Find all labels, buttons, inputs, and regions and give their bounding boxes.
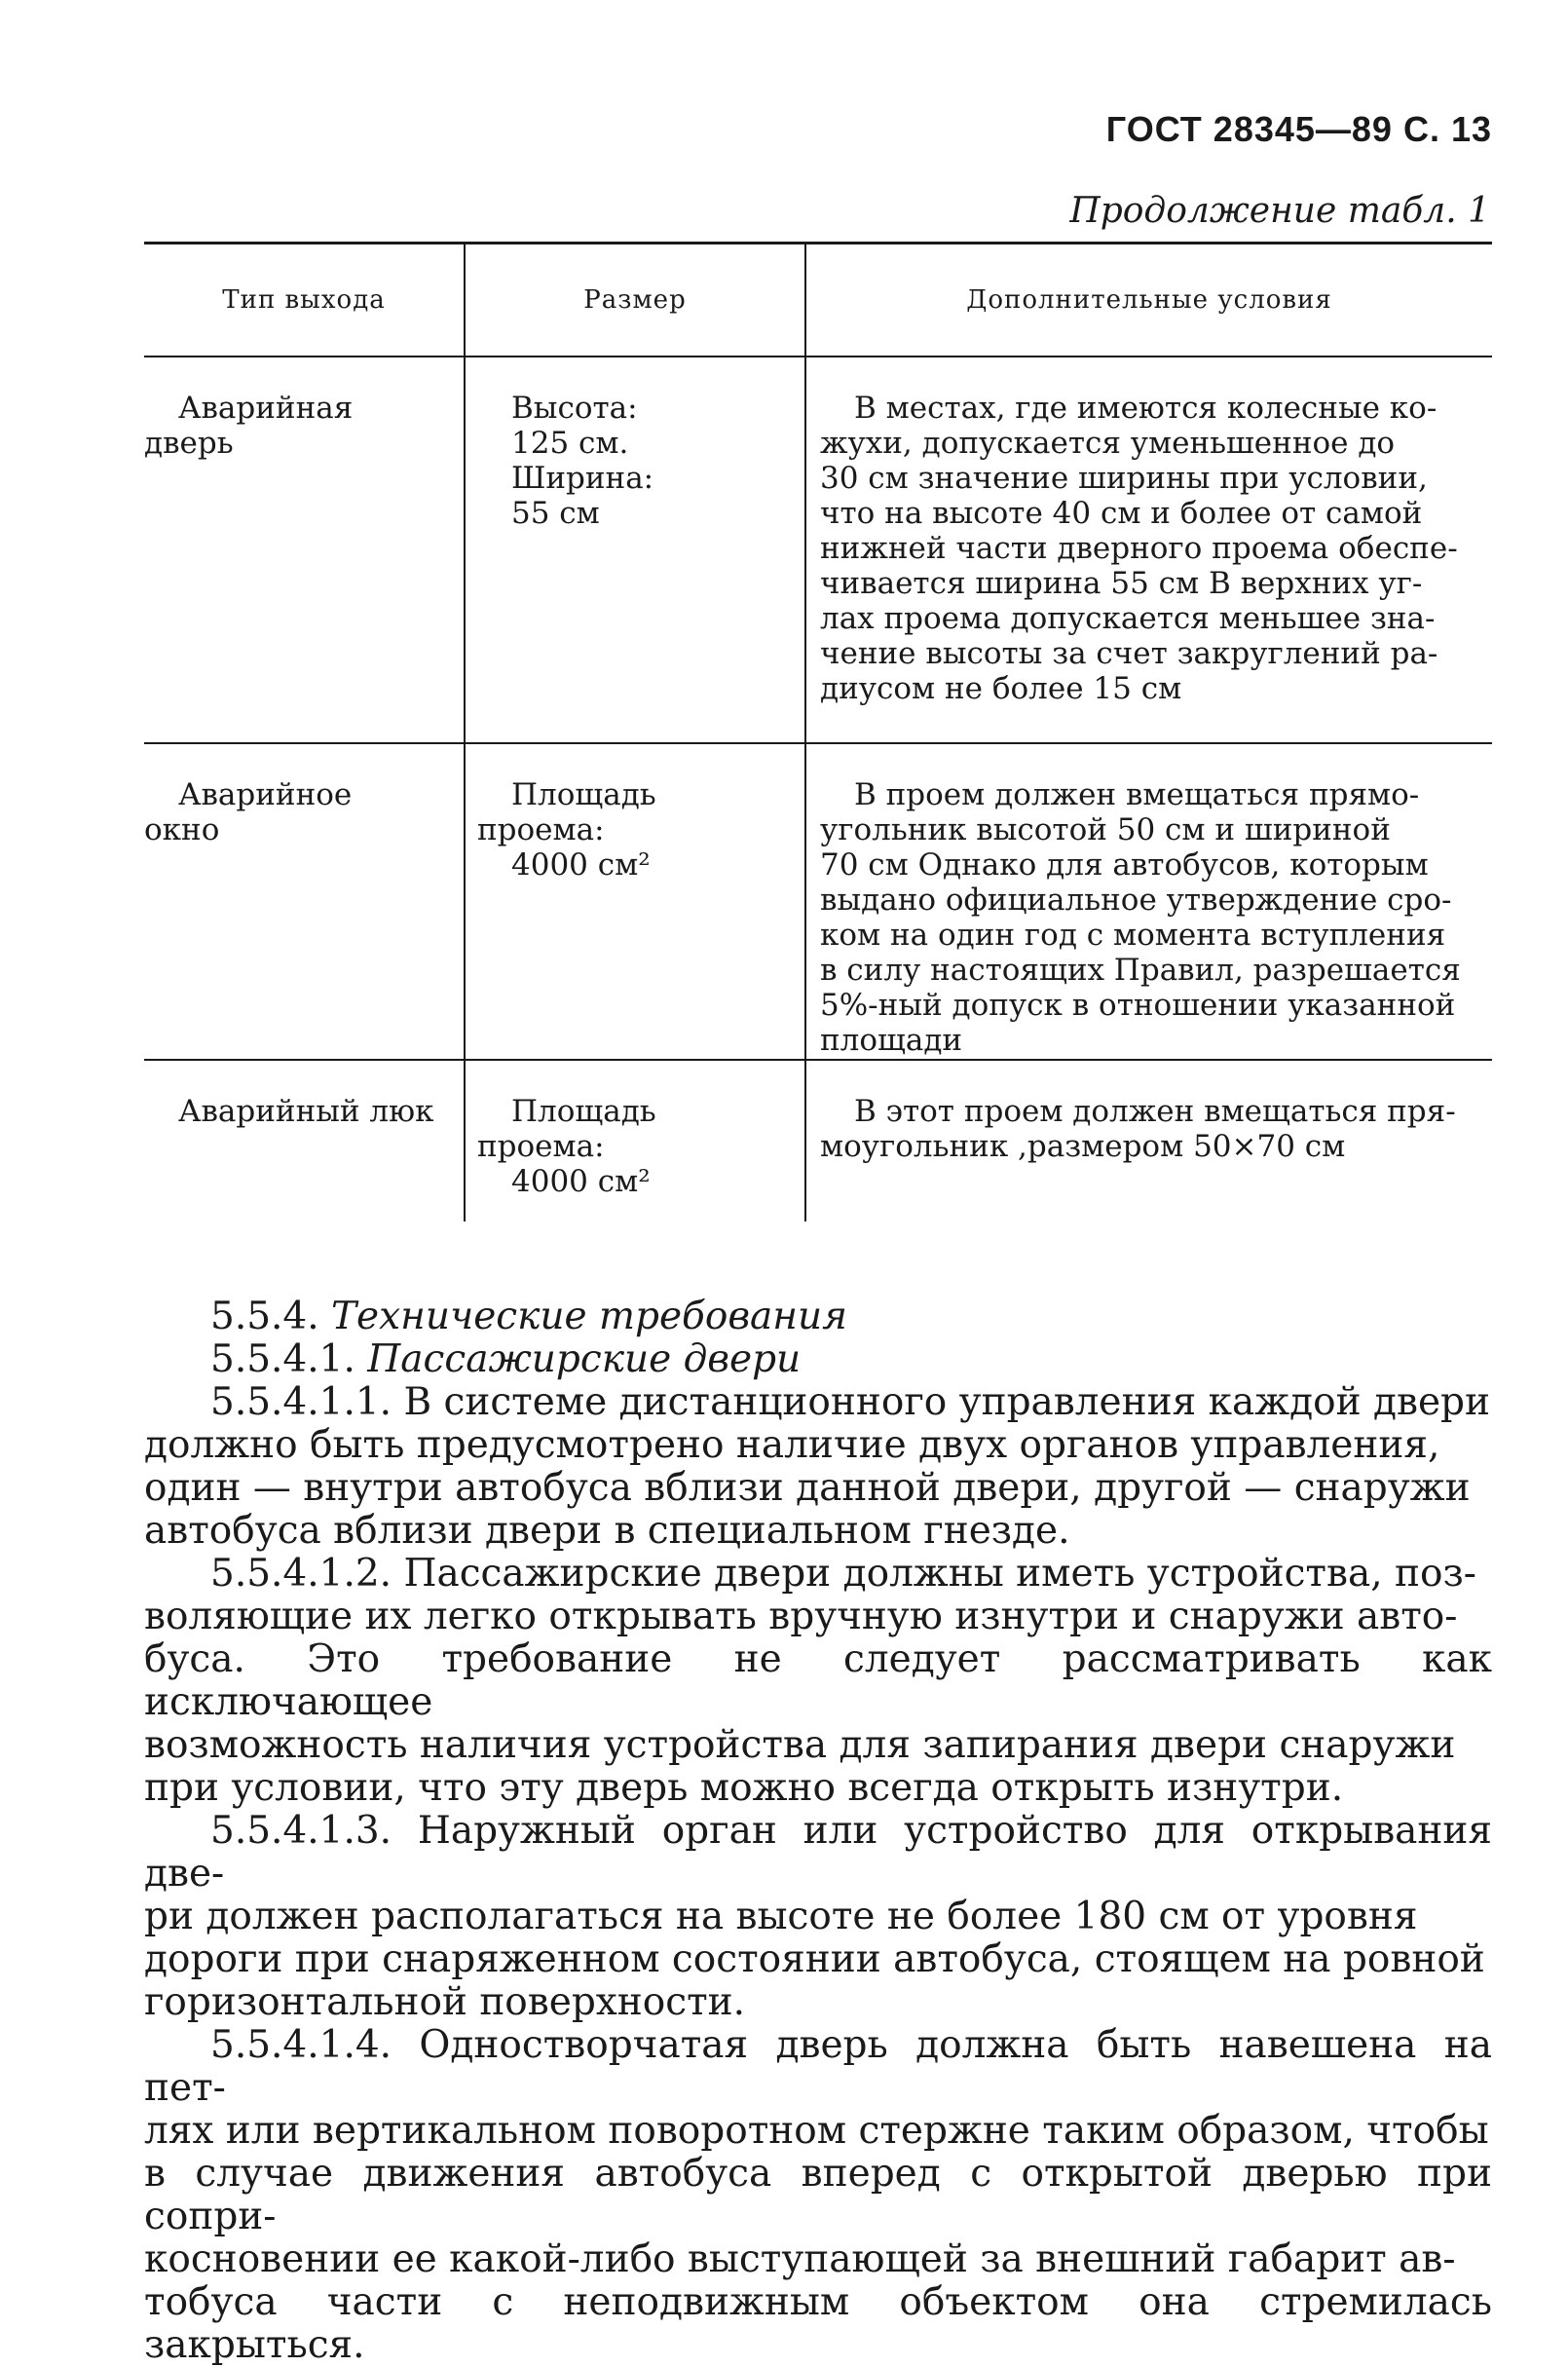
cell-line: В этот проем должен вмещаться пря- xyxy=(854,1094,1456,1129)
text-line: должно быть предусмотрено наличие двух органов управления, xyxy=(144,1423,1440,1467)
paragraph-5-5-4-1-2 xyxy=(144,1553,1492,1810)
cell-size xyxy=(465,357,805,743)
cell-conditions xyxy=(805,357,1492,743)
cell-line: 30 см значение ширины при условии, xyxy=(820,461,1428,496)
column-header-conditions: Дополнительные условия xyxy=(805,244,1492,357)
body-text xyxy=(144,1296,1492,2367)
text-line: воляющие их легко открывать вручную изнутри и снаружи авто- xyxy=(144,1595,1458,1638)
table-row-emergency-door xyxy=(144,357,1492,743)
paragraph-5-5-4-1-3 xyxy=(144,1810,1492,2024)
section-heading-passenger-doors xyxy=(144,1338,1492,1381)
text-line: 5.5.4.1.3. Наружный орган или устройство для открывания две- xyxy=(144,1809,1492,1896)
table-caption: Продолжение табл. 1 xyxy=(1069,191,1490,231)
section-title: Пассажирские двери xyxy=(367,1337,802,1381)
text-line: при условии, что эту дверь можно всегда открыть изнутри. xyxy=(144,1766,1344,1810)
text-line: один — внутри автобуса вблизи данной двери, другой — снаружи xyxy=(144,1466,1471,1510)
cell-line: моугольник ,размером 50×70 см xyxy=(820,1129,1346,1164)
cell-line: 4000 см² xyxy=(511,847,651,883)
cell-line: 5%-ный допуск в отношении указанной xyxy=(820,988,1456,1023)
conditions-text xyxy=(820,391,1492,706)
section-number: 5.5.4. xyxy=(210,1295,319,1338)
cell-line: что на высоте 40 см и более от самой xyxy=(820,496,1423,531)
cell-line: нижней части дверного проема обеспе- xyxy=(820,531,1458,566)
cell-exit-type xyxy=(144,743,465,1060)
section-heading-technical-requirements xyxy=(144,1296,1492,1338)
cell-line: Ширина: xyxy=(511,461,654,496)
cell-line: Площадь xyxy=(511,777,656,812)
cell-line: выдано официальное утверждение сро- xyxy=(820,883,1452,918)
conditions-text xyxy=(820,777,1492,1058)
paragraph-5-5-4-1-1 xyxy=(144,1381,1492,1553)
cell-line: Площадь xyxy=(511,1094,656,1129)
cell-conditions xyxy=(805,743,1492,1060)
column-header-size: Размер xyxy=(465,244,805,357)
section-title: Технические требования xyxy=(331,1295,847,1338)
text-line: 5.5.4.1.1. В системе дистанционного управления каждой двери xyxy=(210,1380,1491,1424)
cell-size xyxy=(465,1060,805,1221)
cell-size xyxy=(465,743,805,1060)
text-line: горизонтальной поверхности. xyxy=(144,1980,746,2024)
page-header: ГОСТ 28345—89 С. 13 xyxy=(1105,109,1492,149)
cell-line: площади xyxy=(820,1023,963,1058)
text-line: буса. Это требование не следует рассматривать как исключающее xyxy=(144,1637,1492,1724)
cell-line: 4000 см² xyxy=(511,1164,651,1199)
text-line: автобуса вблизи двери в специальном гнезде. xyxy=(144,1509,1070,1553)
cell-line: Аварийная xyxy=(178,391,354,426)
cell-line: 125 см. xyxy=(511,426,629,461)
paragraph-5-5-4-1-4 xyxy=(144,2024,1492,2367)
cell-line: В местах, где имеются колесные ко- xyxy=(854,391,1437,426)
text-line: возможность наличия устройства для запирания двери снаружи xyxy=(144,1723,1456,1767)
text-line: дороги при снаряженном состоянии автобуса, стоящем на ровной xyxy=(144,1937,1485,1981)
cell-line: Аварийный люк xyxy=(178,1094,434,1129)
table-row-emergency-hatch xyxy=(144,1060,1492,1221)
cell-exit-type xyxy=(144,1060,465,1221)
cell-line: дверь xyxy=(144,426,234,461)
text-line: косновении ее какой-либо выступающей за внешний габарит ав- xyxy=(144,2237,1456,2281)
text-line: лях или вертикальном поворотном стержне таким образом, чтобы xyxy=(144,2109,1489,2153)
text-line: 5.5.4.1.2. Пассажирские двери должны иметь устройства, поз- xyxy=(210,1552,1476,1596)
cell-line: диусом не более 15 см xyxy=(820,671,1182,706)
section-number: 5.5.4.1. xyxy=(210,1337,355,1381)
cell-line: окно xyxy=(144,812,220,847)
table-header-row xyxy=(144,244,1492,357)
cell-line: в силу настоящих Правил, разрешается xyxy=(820,953,1461,988)
cell-line: проема: xyxy=(477,812,605,847)
cell-line: 55 см xyxy=(511,496,600,531)
text-line: в случае движения автобуса вперед с открытой дверью при сопри- xyxy=(144,2152,1492,2238)
text-line: тобуса части с неподвижным объектом она стремилась закрыться. xyxy=(144,2280,1492,2367)
text-line: ри должен располагаться на высоте не более 180 см от уровня xyxy=(144,1895,1418,1938)
cell-line: чивается ширина 55 см В верхних уг- xyxy=(820,566,1423,601)
cell-line: лах проема допускается меньшее зна- xyxy=(820,601,1436,636)
cell-line: проема: xyxy=(477,1129,605,1164)
conditions-text xyxy=(820,1094,1492,1164)
cell-line: угольник высотой 50 см и шириной xyxy=(820,812,1391,847)
cell-line: 70 см Однако для автобусов, которым xyxy=(820,847,1429,883)
cell-line: Высота: xyxy=(511,391,638,426)
cell-line: Аварийное xyxy=(178,777,353,812)
cell-exit-type xyxy=(144,357,465,743)
column-header-exit-type: Тип выхода xyxy=(144,244,465,357)
cell-line: чение высоты за счет закруглений ра- xyxy=(820,636,1438,671)
cell-line: жухи, допускается уменьшенное до xyxy=(820,426,1396,461)
exits-table xyxy=(144,242,1492,1221)
cell-line: В проем должен вмещаться прямо- xyxy=(854,777,1420,812)
text-line: 5.5.4.1.4. Одностворчатая дверь должна быть навешена на пет- xyxy=(144,2023,1492,2110)
cell-line: ком на один год с момента вступления xyxy=(820,918,1446,953)
cell-conditions xyxy=(805,1060,1492,1221)
table-row-emergency-window xyxy=(144,743,1492,1060)
